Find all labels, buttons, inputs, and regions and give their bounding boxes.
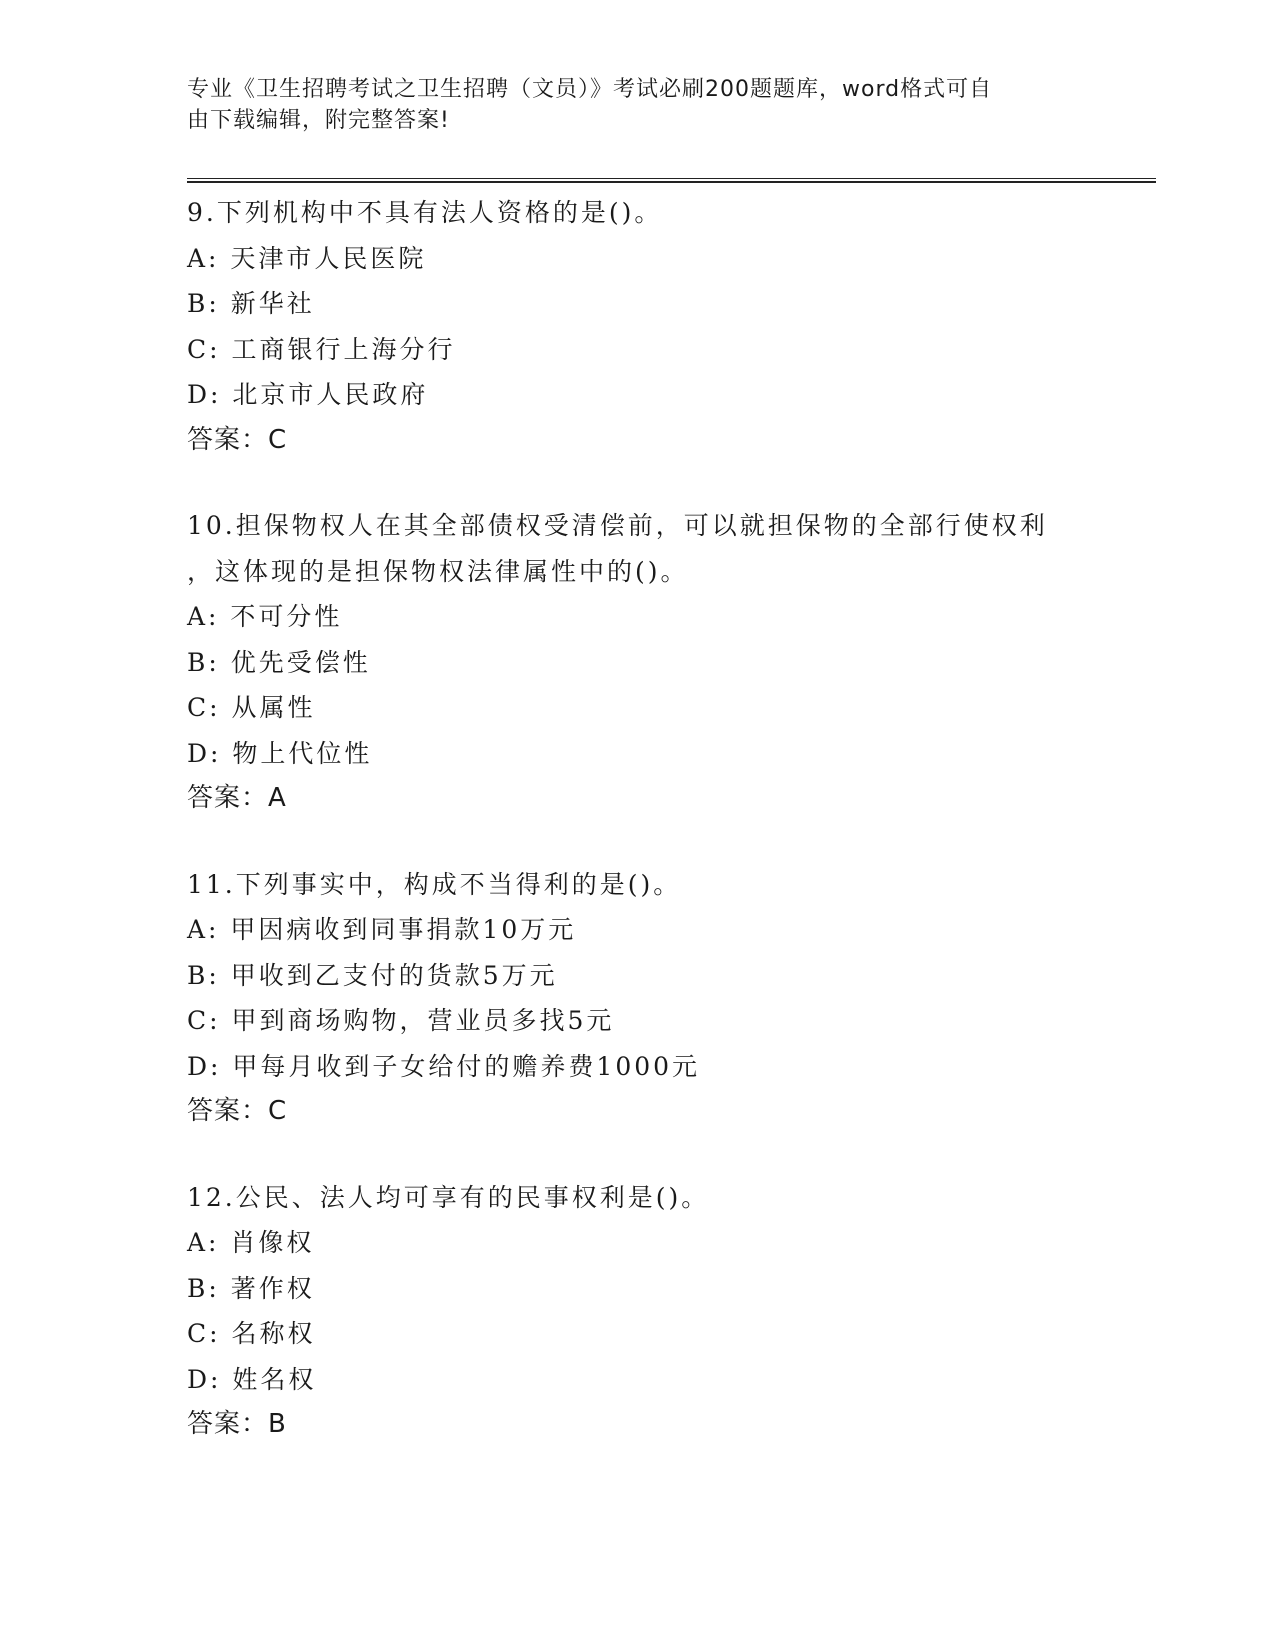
- option-c: C: 从属性: [187, 693, 316, 722]
- option-a: A: 肖像权: [187, 1228, 315, 1257]
- header-divider: [187, 178, 1156, 183]
- option-b: B: 著作权: [187, 1273, 315, 1303]
- option-d: D: 姓名权: [187, 1364, 317, 1394]
- answer: 答案：C: [187, 424, 288, 455]
- option-c: C: 甲到商场购物，营业员多找5元: [187, 1006, 615, 1035]
- header-line-1: 专业《卫生招聘考试之卫生招聘（文员）》考试必刷200题题库，word格式可自: [187, 77, 993, 102]
- question-11: [187, 862, 1087, 1135]
- option-c: C: 工商银行上海分行: [187, 334, 456, 364]
- question-stem: 10.担保物权人在其全部债权受清偿前，可以就担保物的全部行使权利: [187, 511, 1048, 540]
- question-stem: 9.下列机构中不具有法人资格的是()。: [187, 198, 663, 227]
- answer: 答案：C: [187, 1096, 288, 1126]
- option-d: D: 北京市人民政府: [187, 380, 429, 409]
- question-stem: 11.下列事实中，构成不当得利的是()。: [187, 869, 682, 899]
- header-line-2: 由下载编辑，附完整答案!: [187, 108, 450, 133]
- option-d: D: 物上代位性: [187, 738, 373, 768]
- option-a: A: 不可分性: [187, 602, 343, 631]
- option-a: A: 甲因病收到同事捐款10万元: [187, 915, 577, 944]
- question-9: [187, 190, 1087, 463]
- question-list: [187, 190, 1087, 1488]
- question-stem: 12.公民、法人均可享有的民事权利是()。: [187, 1182, 710, 1212]
- option-b: B: 甲收到乙支付的货款5万元: [187, 960, 558, 990]
- option-b: B: 优先受偿性: [187, 647, 371, 677]
- question-12: [187, 1175, 1087, 1448]
- document-header: [187, 74, 1087, 136]
- answer: 答案：B: [187, 1409, 287, 1439]
- option-d: D: 甲每月收到子女给付的赡养费1000元: [187, 1051, 701, 1081]
- option-b: B: 新华社: [187, 289, 315, 318]
- option-c: C: 名称权: [187, 1319, 316, 1348]
- question-10: [187, 503, 1087, 822]
- option-a: A: 天津市人民医院: [187, 243, 427, 273]
- question-stem-continued: ，这体现的是担保物权法律属性中的()。: [187, 556, 689, 586]
- answer: 答案：A: [187, 783, 287, 813]
